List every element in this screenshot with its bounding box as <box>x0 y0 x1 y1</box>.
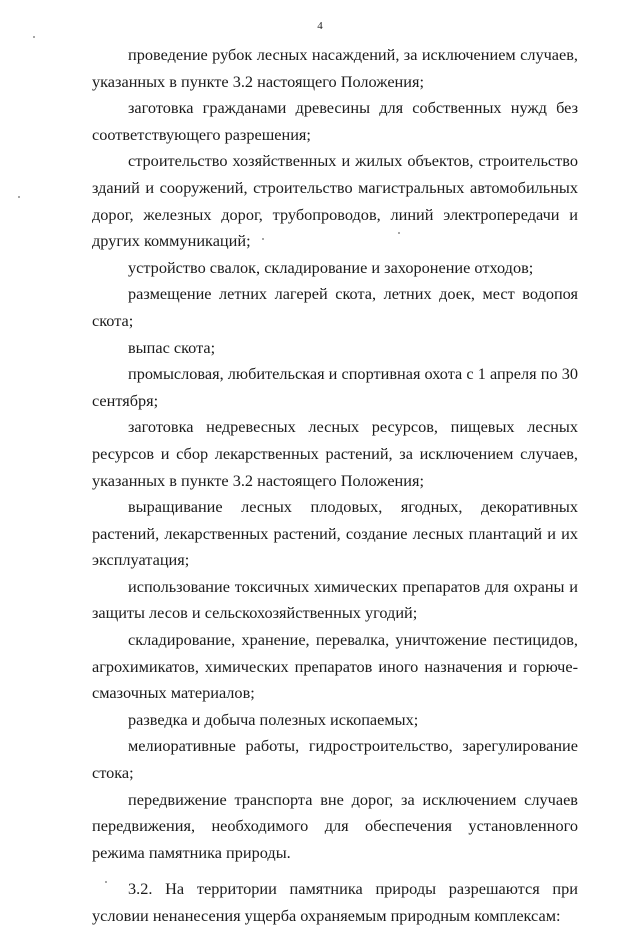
scan-speck <box>105 881 107 883</box>
paragraph-non-timber-resources: заготовка недревесных лесных ресурсов, пищевых лесных ресурсов и сбор лекарственных растений, за исключением случаев, указанных в пункте 3.2 настоящего Положения; <box>92 417 578 490</box>
paragraph-off-road-transport: передвижение транспорта вне дорог, за исключением случаев передвижения, необходимого для обеспечения установленного режима памятника природы. <box>92 789 578 862</box>
paragraph-land-reclamation: мелиоративные работы, гидростроительство, зарегулирование стока; <box>92 736 578 783</box>
paragraph-dumps: устройство свалок, складирование и захоронение отходов; <box>128 257 534 277</box>
scan-speck <box>262 238 264 240</box>
scan-speck <box>33 36 35 38</box>
scan-speck <box>398 232 400 234</box>
paragraph-pesticide-storage: складирование, хранение, перевалка, уничтожение пестицидов, агрохимикатов, химических препаратов иного назначения и горюче-смазочных материалов; <box>92 630 578 703</box>
scan-speck <box>18 196 20 198</box>
paragraph-toxic-chemicals: использование токсичных химических препаратов для охраны и защиты лесов и сельскохозяйственных угодий; <box>92 576 578 623</box>
paragraph-hunting: промысловая, любительская и спортивная охота с 1 апреля по 30 сентября; <box>92 364 578 410</box>
paragraph-mining: разведка и добыча полезных ископаемых; <box>128 709 419 729</box>
paragraph-wood-harvesting: заготовка гражданами древесины для собственных нужд без соответствующего разрешения; <box>92 98 578 144</box>
document-body <box>92 42 578 930</box>
paragraph-section-3-2: 3.2. На территории памятника природы разрешаются при условии ненанесения ущерба охраняемым природным комплексам: <box>92 879 578 925</box>
paragraph-construction: строительство хозяйственных и жилых объектов, строительство зданий и сооружений, строительство магистральных автомобильных дорог, железных дорог, трубопроводов, линий электропередачи и других коммуникаций; <box>92 151 578 251</box>
page-number: 4 <box>317 20 323 32</box>
paragraph-grazing: выпас скота; <box>128 337 216 357</box>
paragraph-livestock-camps: размещение летних лагерей скота, летних доек, мест водопоя скота; <box>92 284 578 330</box>
paragraph-plantations: выращивание лесных плодовых, ягодных, декоративных растений, лекарственных растений, создание лесных плантаций и их эксплуатация; <box>92 497 578 570</box>
paragraph-logging: проведение рубок лесных насаждений, за исключением случаев, указанных в пункте 3.2 настоящего Положения; <box>92 45 578 91</box>
